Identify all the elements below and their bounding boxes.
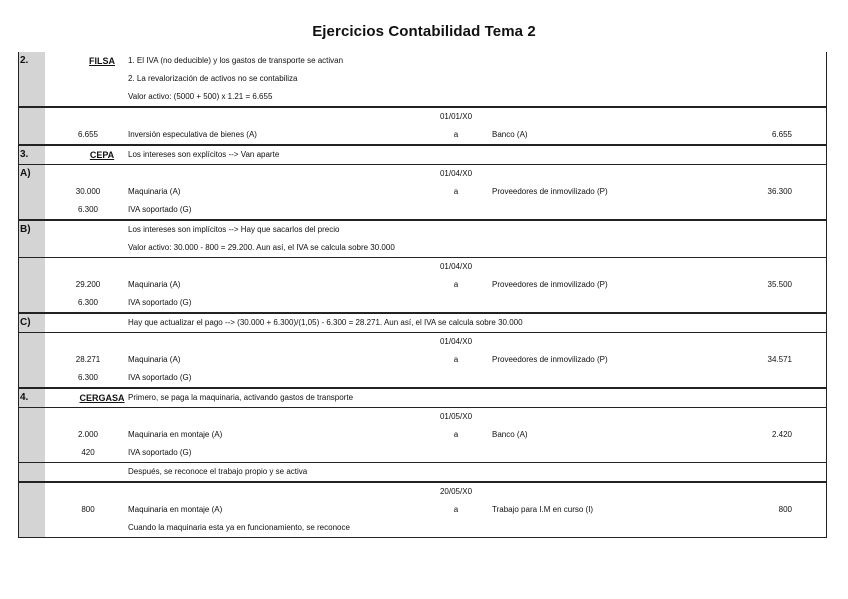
section-marker-column [18,294,45,312]
entry-date-or-connector: a [453,280,459,289]
right-border [826,369,827,387]
company-name: FILSA [89,56,115,66]
entry-date-or-connector: a [453,505,459,514]
entry-date-or-connector: 01/04/X0 [439,262,473,271]
credit-account: Trabajo para I.M en curso (I) [492,505,594,514]
section-marker-column [18,276,45,294]
description: Valor activo: (5000 + 500) x 1.21 = 6.655 [128,92,273,101]
right-border [826,201,827,219]
right-border [826,126,827,144]
section-marker-column [18,483,45,501]
journal-row [18,126,827,145]
section-marker-column [18,258,45,276]
section-marker-column [18,408,45,426]
journal-row [18,52,827,70]
description: Maquinaria (A) [128,355,181,364]
journal-row [18,407,827,426]
entry-date-or-connector: 01/04/X0 [439,337,473,346]
journal-row [18,239,827,257]
journal-row [18,519,827,538]
right-border [826,389,827,407]
description: Los intereses son implícitos --> Hay que sacarlos del precio [128,225,340,234]
entry-date-or-connector: a [453,430,459,439]
credit-amount: 35.500 [767,280,792,289]
debit-amount: 2.000 [77,430,99,439]
debit-amount: 28.271 [75,355,101,364]
right-border [826,108,827,126]
section-marker-column [18,333,45,351]
journal-row [18,463,827,482]
debit-amount: 6.300 [77,298,99,307]
section-label: 2. [20,55,29,66]
right-border [826,88,827,106]
description: Hay que actualizar el pago --> (30.000 + 6.300)/(1,05) - 6.300 = 28.271. Aun así, el IVA se calcula sobre 30.000 [128,318,523,327]
right-border [826,483,827,501]
debit-amount: 6.300 [77,205,99,214]
entry-date-or-connector: a [453,130,459,139]
journal-row [18,220,827,239]
right-border [826,239,827,257]
description: IVA soportado (G) [128,298,192,307]
right-border [826,146,827,164]
section-label: A) [20,168,31,179]
right-border [826,165,827,183]
right-border [826,258,827,276]
journal-row [18,294,827,313]
description: Primero, se paga la maquinaria, activando gastos de transporte [128,393,354,402]
debit-amount: 420 [81,448,95,457]
section-label: 3. [20,149,29,160]
journal-row [18,183,827,201]
journal-row [18,145,827,164]
page-title: Ejercicios Contabilidad Tema 2 [312,23,536,40]
journal-row [18,276,827,294]
description: Después, se reconoce el trabajo propio y se activa [128,467,308,476]
credit-amount: 800 [778,505,792,514]
section-label: C) [20,317,31,328]
debit-amount: 30.000 [75,187,101,196]
description: 2. La revalorización de activos no se contabiliza [128,74,298,83]
credit-account: Proveedores de inmovilizado (P) [492,187,608,196]
right-border [826,314,827,332]
journal-row [18,257,827,276]
right-border [826,444,827,462]
section-marker-column [18,463,45,481]
section-label: B) [20,224,31,235]
description: Maquinaria (A) [128,280,181,289]
journal-row [18,501,827,519]
description: Maquinaria (A) [128,187,181,196]
company-name: CEPA [89,150,115,160]
section-marker-column [18,88,45,106]
credit-account: Banco (A) [492,430,528,439]
entry-date-or-connector: a [453,355,459,364]
right-border [826,294,827,312]
credit-amount: 36.300 [767,187,792,196]
description: IVA soportado (G) [128,373,192,382]
journal-row [18,107,827,126]
right-border [826,70,827,88]
journal-row [18,369,827,388]
section-marker-column [18,426,45,444]
journal-row [18,332,827,351]
right-border [826,351,827,369]
description: Maquinaria en montaje (A) [128,505,223,514]
debit-amount: 29.200 [75,280,101,289]
journal-row [18,164,827,183]
credit-account: Proveedores de inmovilizado (P) [492,355,608,364]
right-border [826,333,827,351]
description: Inversión especulativa de bienes (A) [128,130,257,139]
entry-date-or-connector: a [453,187,459,196]
section-marker-column [18,183,45,201]
right-border [826,426,827,444]
right-border [826,221,827,239]
description: Los intereses son explícitos --> Van aparte [128,150,280,159]
section-marker-column [18,369,45,387]
entry-date-or-connector: 01/01/X0 [439,112,473,121]
right-border [826,276,827,294]
entry-date-or-connector: 20/05/X0 [439,487,473,496]
description: Valor activo: 30.000 - 800 = 29.200. Aun así, el IVA se calcula sobre 30.000 [128,243,395,252]
entry-date-or-connector: 01/05/X0 [439,412,473,421]
credit-amount: 34.571 [767,355,792,364]
debit-amount: 800 [81,505,95,514]
section-marker-column [18,444,45,462]
section-marker-column [18,501,45,519]
section-marker-column [18,201,45,219]
right-border [826,52,827,70]
journal-row [18,482,827,501]
section-marker-column [18,519,45,537]
debit-amount: 6.655 [77,130,99,139]
description: Cuando la maquinaria esta ya en funcionamiento, se reconoce [128,523,350,532]
company-name: CERGASA [79,393,125,403]
right-border [826,463,827,481]
journal-row [18,426,827,444]
section-label: 4. [20,392,29,403]
section-marker-column [18,126,45,144]
journal-table [18,52,827,538]
right-border [826,519,827,537]
debit-amount: 6.300 [77,373,99,382]
credit-amount: 2.420 [771,430,792,439]
journal-row [18,444,827,463]
section-marker-column [18,108,45,126]
journal-row [18,388,827,407]
section-marker-column [18,239,45,257]
right-border [826,408,827,426]
journal-row [18,70,827,88]
description: IVA soportado (G) [128,448,192,457]
right-border [826,183,827,201]
right-border [826,501,827,519]
section-marker-column [18,70,45,88]
credit-account: Banco (A) [492,130,528,139]
credit-amount: 6.655 [771,130,792,139]
journal-row [18,88,827,107]
entry-date-or-connector: 01/04/X0 [439,169,473,178]
section-marker-column [18,351,45,369]
journal-row [18,351,827,369]
description: 1. El IVA (no deducible) y los gastos de transporte se activan [128,56,344,65]
journal-row [18,201,827,220]
credit-account: Proveedores de inmovilizado (P) [492,280,608,289]
description: Maquinaria en montaje (A) [128,430,223,439]
description: IVA soportado (G) [128,205,192,214]
journal-row [18,313,827,332]
